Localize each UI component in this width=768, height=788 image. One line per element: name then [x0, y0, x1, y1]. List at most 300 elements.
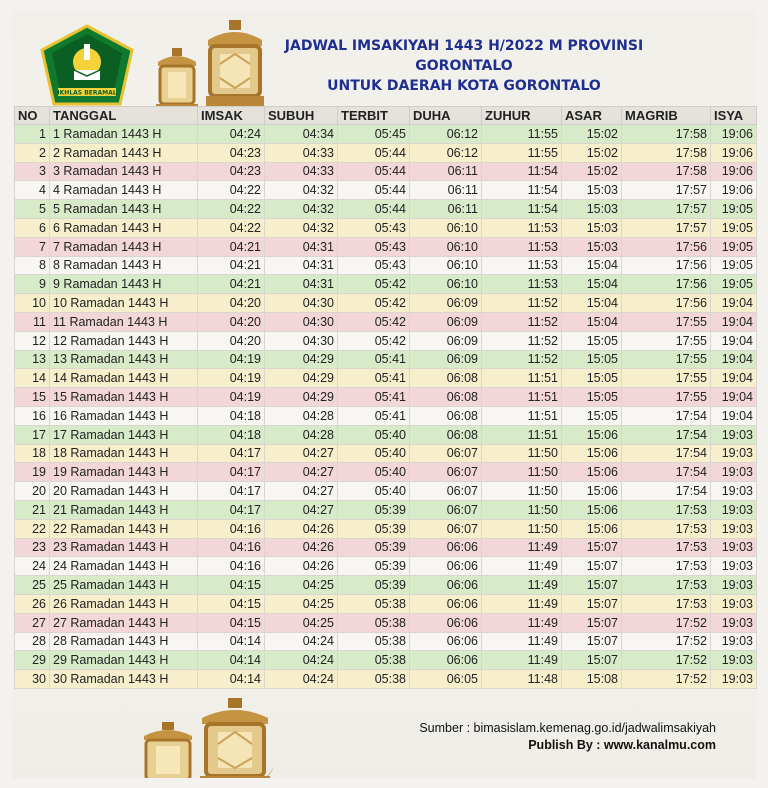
cell-isya: 19:06 — [711, 125, 757, 144]
cell-zuhur: 11:55 — [482, 143, 562, 162]
title-line-2: GORONTALO — [415, 58, 513, 74]
table-row — [15, 613, 757, 632]
cell-isya: 19:04 — [711, 294, 757, 313]
cell-tanggal: 27 Ramadan 1443 H — [50, 613, 198, 632]
cell-terbit: 05:44 — [338, 200, 410, 219]
table-row — [15, 143, 757, 162]
cell-tanggal: 8 Ramadan 1443 H — [50, 256, 198, 275]
cell-no: 23 — [15, 538, 50, 557]
cell-no: 17 — [15, 425, 50, 444]
table-row — [15, 256, 757, 275]
cell-zuhur: 11:50 — [482, 519, 562, 538]
cell-terbit: 05:39 — [338, 519, 410, 538]
cell-zuhur: 11:49 — [482, 632, 562, 651]
cell-zuhur: 11:50 — [482, 444, 562, 463]
cell-asar: 15:06 — [562, 500, 622, 519]
cell-imsak: 04:17 — [198, 500, 265, 519]
cell-subuh: 04:33 — [265, 162, 338, 181]
cell-tanggal: 1 Ramadan 1443 H — [50, 125, 198, 144]
cell-zuhur: 11:53 — [482, 275, 562, 294]
cell-zuhur: 11:49 — [482, 557, 562, 576]
cell-asar: 15:06 — [562, 444, 622, 463]
cell-imsak: 04:17 — [198, 444, 265, 463]
cell-subuh: 04:30 — [265, 331, 338, 350]
table-row — [15, 275, 757, 294]
cell-duha: 06:08 — [410, 369, 482, 388]
table-row — [15, 181, 757, 200]
table-row — [15, 670, 757, 689]
cell-zuhur: 11:49 — [482, 576, 562, 595]
table-row — [15, 237, 757, 256]
cell-tanggal: 30 Ramadan 1443 H — [50, 670, 198, 689]
cell-isya: 19:04 — [711, 388, 757, 407]
cell-no: 18 — [15, 444, 50, 463]
cell-duha: 06:12 — [410, 143, 482, 162]
cell-imsak: 04:16 — [198, 557, 265, 576]
cell-imsak: 04:16 — [198, 538, 265, 557]
cell-no: 20 — [15, 482, 50, 501]
cell-isya: 19:03 — [711, 670, 757, 689]
cell-asar: 15:05 — [562, 331, 622, 350]
cell-imsak: 04:24 — [198, 125, 265, 144]
cell-imsak: 04:20 — [198, 331, 265, 350]
kemenag-emblem-icon — [38, 24, 136, 108]
cell-tanggal: 18 Ramadan 1443 H — [50, 444, 198, 463]
cell-magrib: 17:54 — [622, 463, 711, 482]
cell-isya: 19:03 — [711, 594, 757, 613]
cell-zuhur: 11:52 — [482, 312, 562, 331]
cell-subuh: 04:32 — [265, 218, 338, 237]
col-header-tanggal: TANGGAL — [50, 107, 198, 125]
cell-imsak: 04:19 — [198, 369, 265, 388]
cell-tanggal: 28 Ramadan 1443 H — [50, 632, 198, 651]
cell-subuh: 04:24 — [265, 632, 338, 651]
cell-no: 25 — [15, 576, 50, 595]
publish-text: Publish By : www.kanalmu.com — [528, 738, 716, 752]
cell-duha: 06:06 — [410, 651, 482, 670]
cell-imsak: 04:15 — [198, 613, 265, 632]
cell-no: 7 — [15, 237, 50, 256]
cell-no: 14 — [15, 369, 50, 388]
cell-asar: 15:07 — [562, 651, 622, 670]
cell-duha: 06:06 — [410, 613, 482, 632]
cell-duha: 06:09 — [410, 294, 482, 313]
table-row — [15, 388, 757, 407]
cell-no: 24 — [15, 557, 50, 576]
cell-duha: 06:06 — [410, 576, 482, 595]
cell-zuhur: 11:51 — [482, 369, 562, 388]
cell-terbit: 05:40 — [338, 463, 410, 482]
cell-magrib: 17:56 — [622, 294, 711, 313]
cell-duha: 06:10 — [410, 275, 482, 294]
cell-subuh: 04:31 — [265, 237, 338, 256]
cell-isya: 19:04 — [711, 350, 757, 369]
cell-terbit: 05:41 — [338, 388, 410, 407]
cell-zuhur: 11:50 — [482, 482, 562, 501]
cell-subuh: 04:30 — [265, 294, 338, 313]
cell-tanggal: 7 Ramadan 1443 H — [50, 237, 198, 256]
cell-tanggal: 2 Ramadan 1443 H — [50, 143, 198, 162]
title-line-3: UNTUK DAERAH KOTA GORONTALO — [327, 78, 601, 94]
cell-terbit: 05:42 — [338, 294, 410, 313]
cell-zuhur: 11:54 — [482, 162, 562, 181]
cell-duha: 06:06 — [410, 632, 482, 651]
cell-terbit: 05:38 — [338, 651, 410, 670]
cell-terbit: 05:43 — [338, 237, 410, 256]
col-header-no: NO — [15, 107, 50, 125]
cell-subuh: 04:26 — [265, 557, 338, 576]
cell-isya: 19:04 — [711, 331, 757, 350]
cell-duha: 06:07 — [410, 463, 482, 482]
cell-magrib: 17:57 — [622, 181, 711, 200]
cell-duha: 06:11 — [410, 162, 482, 181]
cell-terbit: 05:44 — [338, 162, 410, 181]
lantern-icon — [136, 722, 200, 778]
cell-imsak: 04:23 — [198, 143, 265, 162]
cell-isya: 19:05 — [711, 218, 757, 237]
cell-asar: 15:06 — [562, 482, 622, 501]
cell-imsak: 04:21 — [198, 256, 265, 275]
cell-no: 15 — [15, 388, 50, 407]
table-row — [15, 444, 757, 463]
cell-terbit: 05:42 — [338, 275, 410, 294]
cell-imsak: 04:22 — [198, 181, 265, 200]
cell-asar: 15:04 — [562, 275, 622, 294]
cell-zuhur: 11:52 — [482, 350, 562, 369]
cell-no: 5 — [15, 200, 50, 219]
cell-no: 29 — [15, 651, 50, 670]
cell-tanggal: 29 Ramadan 1443 H — [50, 651, 198, 670]
cell-tanggal: 14 Ramadan 1443 H — [50, 369, 198, 388]
cell-subuh: 04:26 — [265, 519, 338, 538]
cell-subuh: 04:34 — [265, 125, 338, 144]
cell-zuhur: 11:49 — [482, 594, 562, 613]
cell-isya: 19:03 — [711, 482, 757, 501]
cell-magrib: 17:53 — [622, 500, 711, 519]
cell-zuhur: 11:55 — [482, 125, 562, 144]
cell-no: 11 — [15, 312, 50, 331]
col-header-isya: ISYA — [711, 107, 757, 125]
cell-no: 6 — [15, 218, 50, 237]
cell-no: 16 — [15, 406, 50, 425]
cell-imsak: 04:17 — [198, 463, 265, 482]
cell-asar: 15:04 — [562, 294, 622, 313]
table-row — [15, 482, 757, 501]
cell-imsak: 04:21 — [198, 237, 265, 256]
cell-magrib: 17:52 — [622, 613, 711, 632]
cell-magrib: 17:53 — [622, 538, 711, 557]
cell-isya: 19:03 — [711, 444, 757, 463]
cell-asar: 15:05 — [562, 406, 622, 425]
cell-asar: 15:07 — [562, 594, 622, 613]
col-header-magrib: MAGRIB — [622, 107, 711, 125]
cell-isya: 19:03 — [711, 425, 757, 444]
lantern-icon — [200, 20, 270, 112]
cell-imsak: 04:15 — [198, 594, 265, 613]
cell-subuh: 04:25 — [265, 576, 338, 595]
cell-asar: 15:07 — [562, 538, 622, 557]
cell-subuh: 04:29 — [265, 369, 338, 388]
cell-magrib: 17:52 — [622, 670, 711, 689]
cell-isya: 19:04 — [711, 369, 757, 388]
cell-terbit: 05:42 — [338, 331, 410, 350]
table-row — [15, 538, 757, 557]
cell-duha: 06:12 — [410, 125, 482, 144]
cell-zuhur: 11:49 — [482, 651, 562, 670]
cell-isya: 19:03 — [711, 632, 757, 651]
cell-no: 26 — [15, 594, 50, 613]
cell-magrib: 17:56 — [622, 275, 711, 294]
table-row — [15, 557, 757, 576]
cell-asar: 15:03 — [562, 200, 622, 219]
cell-magrib: 17:55 — [622, 331, 711, 350]
table-row — [15, 519, 757, 538]
cell-magrib: 17:53 — [622, 576, 711, 595]
cell-subuh: 04:31 — [265, 275, 338, 294]
cell-magrib: 17:55 — [622, 369, 711, 388]
cell-subuh: 04:25 — [265, 594, 338, 613]
cell-subuh: 04:26 — [265, 538, 338, 557]
cell-terbit: 05:39 — [338, 538, 410, 557]
cell-imsak: 04:19 — [198, 350, 265, 369]
table-row — [15, 500, 757, 519]
cell-no: 8 — [15, 256, 50, 275]
table-row — [15, 594, 757, 613]
cell-zuhur: 11:52 — [482, 331, 562, 350]
cell-isya: 19:06 — [711, 162, 757, 181]
cell-tanggal: 12 Ramadan 1443 H — [50, 331, 198, 350]
cell-terbit: 05:43 — [338, 256, 410, 275]
cell-duha: 06:09 — [410, 350, 482, 369]
cell-magrib: 17:53 — [622, 519, 711, 538]
cell-isya: 19:06 — [711, 181, 757, 200]
cell-asar: 15:05 — [562, 369, 622, 388]
cell-imsak: 04:14 — [198, 632, 265, 651]
cell-imsak: 04:20 — [198, 312, 265, 331]
cell-subuh: 04:30 — [265, 312, 338, 331]
col-header-subuh: SUBUH — [265, 107, 338, 125]
cell-duha: 06:08 — [410, 406, 482, 425]
cell-tanggal: 16 Ramadan 1443 H — [50, 406, 198, 425]
cell-subuh: 04:25 — [265, 613, 338, 632]
cell-imsak: 04:22 — [198, 200, 265, 219]
cell-duha: 06:05 — [410, 670, 482, 689]
cell-subuh: 04:29 — [265, 350, 338, 369]
cell-subuh: 04:28 — [265, 406, 338, 425]
cell-asar: 15:05 — [562, 350, 622, 369]
cell-terbit: 05:38 — [338, 670, 410, 689]
cell-duha: 06:08 — [410, 388, 482, 407]
table-row — [15, 200, 757, 219]
table-header-row — [15, 107, 757, 125]
cell-imsak: 04:21 — [198, 275, 265, 294]
cell-duha: 06:09 — [410, 331, 482, 350]
cell-magrib: 17:58 — [622, 125, 711, 144]
table-row — [15, 632, 757, 651]
cell-isya: 19:03 — [711, 557, 757, 576]
cell-zuhur: 11:51 — [482, 425, 562, 444]
cell-isya: 19:05 — [711, 200, 757, 219]
cell-tanggal: 26 Ramadan 1443 H — [50, 594, 198, 613]
cell-tanggal: 21 Ramadan 1443 H — [50, 500, 198, 519]
cell-duha: 06:07 — [410, 519, 482, 538]
cell-subuh: 04:31 — [265, 256, 338, 275]
cell-magrib: 17:54 — [622, 425, 711, 444]
cell-imsak: 04:14 — [198, 651, 265, 670]
col-header-zuhur: ZUHUR — [482, 107, 562, 125]
cell-no: 19 — [15, 463, 50, 482]
table-row — [15, 576, 757, 595]
cell-asar: 15:02 — [562, 125, 622, 144]
table-row — [15, 350, 757, 369]
source-text: Sumber : bimasislam.kemenag.go.id/jadwalimsakiyah — [419, 721, 716, 735]
cell-tanggal: 3 Ramadan 1443 H — [50, 162, 198, 181]
cell-magrib: 17:58 — [622, 143, 711, 162]
cell-subuh: 04:32 — [265, 200, 338, 219]
cell-terbit: 05:40 — [338, 482, 410, 501]
title-block — [274, 36, 654, 96]
cell-magrib: 17:54 — [622, 482, 711, 501]
cell-asar: 15:08 — [562, 670, 622, 689]
cell-tanggal: 23 Ramadan 1443 H — [50, 538, 198, 557]
col-header-duha: DUHA — [410, 107, 482, 125]
cell-isya: 19:05 — [711, 237, 757, 256]
table-row — [15, 406, 757, 425]
cell-imsak: 04:18 — [198, 425, 265, 444]
cell-asar: 15:02 — [562, 143, 622, 162]
cell-zuhur: 11:48 — [482, 670, 562, 689]
cell-isya: 19:04 — [711, 406, 757, 425]
cell-zuhur: 11:54 — [482, 181, 562, 200]
cell-asar: 15:05 — [562, 388, 622, 407]
cell-zuhur: 11:49 — [482, 538, 562, 557]
cell-magrib: 17:52 — [622, 651, 711, 670]
cell-magrib: 17:57 — [622, 200, 711, 219]
cell-terbit: 05:41 — [338, 406, 410, 425]
cell-imsak: 04:18 — [198, 406, 265, 425]
cell-tanggal: 10 Ramadan 1443 H — [50, 294, 198, 313]
cell-asar: 15:03 — [562, 237, 622, 256]
cell-zuhur: 11:54 — [482, 200, 562, 219]
cell-asar: 15:03 — [562, 218, 622, 237]
cell-imsak: 04:20 — [198, 294, 265, 313]
cell-duha: 06:07 — [410, 444, 482, 463]
cell-imsak: 04:23 — [198, 162, 265, 181]
cell-zuhur: 11:52 — [482, 294, 562, 313]
table-row — [15, 218, 757, 237]
cell-tanggal: 6 Ramadan 1443 H — [50, 218, 198, 237]
cell-tanggal: 25 Ramadan 1443 H — [50, 576, 198, 595]
cell-magrib: 17:54 — [622, 406, 711, 425]
cell-asar: 15:06 — [562, 519, 622, 538]
cell-subuh: 04:33 — [265, 143, 338, 162]
cell-magrib: 17:56 — [622, 237, 711, 256]
col-header-imsak: IMSAK — [198, 107, 265, 125]
cell-terbit: 05:40 — [338, 444, 410, 463]
cell-asar: 15:04 — [562, 256, 622, 275]
table-row — [15, 425, 757, 444]
table-row — [15, 331, 757, 350]
cell-terbit: 05:44 — [338, 181, 410, 200]
cell-isya: 19:03 — [711, 576, 757, 595]
cell-no: 10 — [15, 294, 50, 313]
cell-subuh: 04:27 — [265, 482, 338, 501]
cell-no: 13 — [15, 350, 50, 369]
cell-asar: 15:04 — [562, 312, 622, 331]
footer — [419, 720, 716, 754]
cell-tanggal: 15 Ramadan 1443 H — [50, 388, 198, 407]
table-row — [15, 294, 757, 313]
cell-zuhur: 11:49 — [482, 613, 562, 632]
table-row — [15, 463, 757, 482]
cell-tanggal: 17 Ramadan 1443 H — [50, 425, 198, 444]
cell-subuh: 04:27 — [265, 500, 338, 519]
cell-asar: 15:07 — [562, 576, 622, 595]
cell-no: 22 — [15, 519, 50, 538]
cell-duha: 06:10 — [410, 237, 482, 256]
cell-subuh: 04:24 — [265, 670, 338, 689]
cell-no: 12 — [15, 331, 50, 350]
cell-duha: 06:10 — [410, 256, 482, 275]
table-row — [15, 369, 757, 388]
cell-tanggal: 11 Ramadan 1443 H — [50, 312, 198, 331]
cell-no: 27 — [15, 613, 50, 632]
cell-asar: 15:02 — [562, 162, 622, 181]
table-row — [15, 312, 757, 331]
cell-imsak: 04:14 — [198, 670, 265, 689]
cell-isya: 19:03 — [711, 538, 757, 557]
table-row — [15, 651, 757, 670]
cell-magrib: 17:55 — [622, 312, 711, 331]
cell-isya: 19:05 — [711, 275, 757, 294]
cell-isya: 19:05 — [711, 256, 757, 275]
cell-magrib: 17:55 — [622, 350, 711, 369]
cell-magrib: 17:58 — [622, 162, 711, 181]
cell-duha: 06:09 — [410, 312, 482, 331]
cell-asar: 15:03 — [562, 181, 622, 200]
cell-zuhur: 11:53 — [482, 256, 562, 275]
cell-terbit: 05:38 — [338, 594, 410, 613]
cell-imsak: 04:16 — [198, 519, 265, 538]
cell-no: 3 — [15, 162, 50, 181]
cell-tanggal: 4 Ramadan 1443 H — [50, 181, 198, 200]
title-line-1: JADWAL IMSAKIYAH 1443 H/2022 M PROVINSI — [284, 38, 644, 54]
cell-tanggal: 19 Ramadan 1443 H — [50, 463, 198, 482]
cell-duha: 06:06 — [410, 594, 482, 613]
cell-asar: 15:07 — [562, 613, 622, 632]
cell-terbit: 05:42 — [338, 312, 410, 331]
cell-subuh: 04:28 — [265, 425, 338, 444]
col-header-asar: ASAR — [562, 107, 622, 125]
cell-isya: 19:04 — [711, 312, 757, 331]
cell-duha: 06:07 — [410, 500, 482, 519]
cell-magrib: 17:56 — [622, 256, 711, 275]
cell-duha: 06:07 — [410, 482, 482, 501]
cell-isya: 19:03 — [711, 613, 757, 632]
cell-no: 4 — [15, 181, 50, 200]
schedule-table — [14, 106, 757, 689]
cell-magrib: 17:53 — [622, 557, 711, 576]
lantern-icon — [194, 698, 276, 778]
cell-duha: 06:06 — [410, 538, 482, 557]
cell-magrib: 17:53 — [622, 594, 711, 613]
cell-zuhur: 11:50 — [482, 500, 562, 519]
cell-no: 21 — [15, 500, 50, 519]
cell-isya: 19:03 — [711, 500, 757, 519]
cell-terbit: 05:43 — [338, 218, 410, 237]
cell-no: 9 — [15, 275, 50, 294]
table-row — [15, 162, 757, 181]
